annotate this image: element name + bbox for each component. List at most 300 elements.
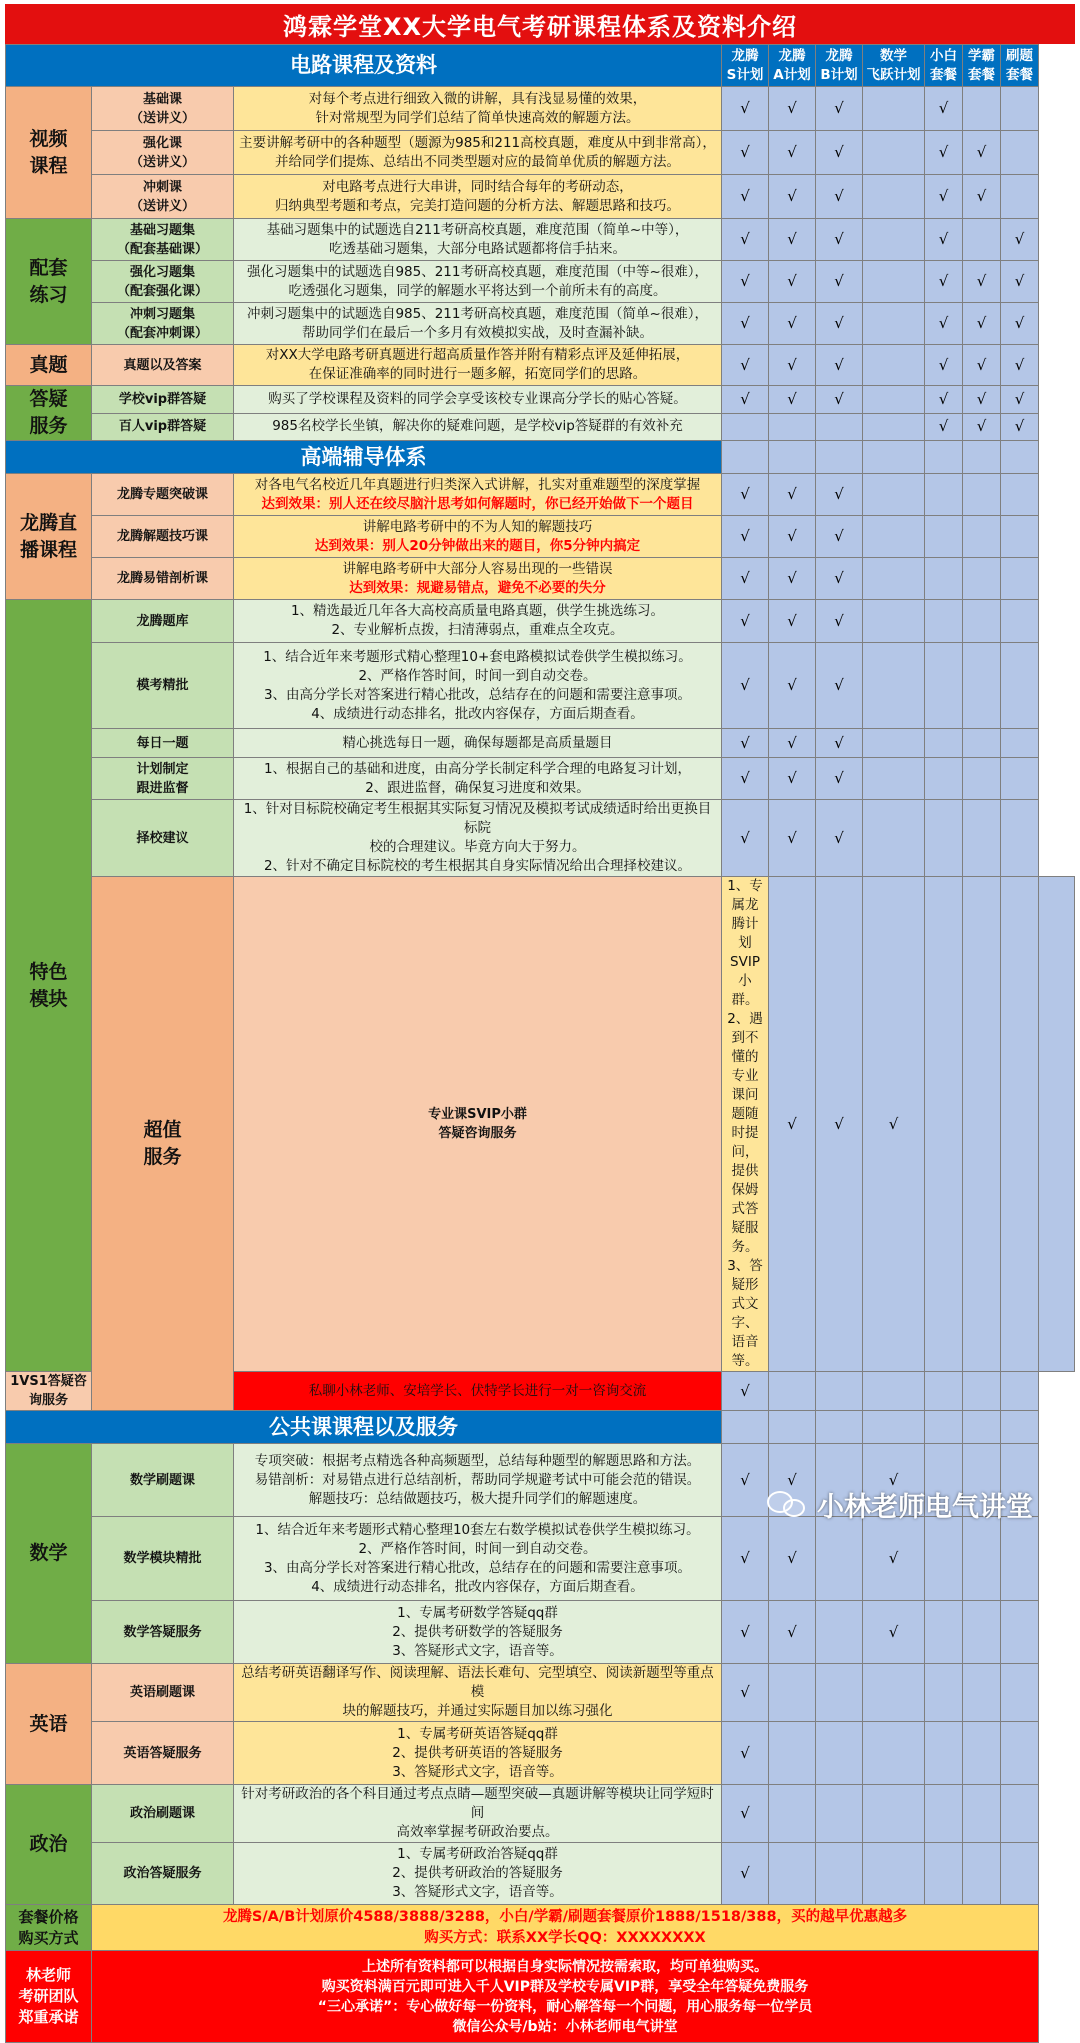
check-cell — [722, 1843, 769, 1905]
check-cell — [722, 1372, 769, 1411]
check-mark: √ — [834, 676, 844, 694]
check-cell — [769, 303, 816, 345]
check-cell — [863, 1444, 925, 1517]
check-cell — [722, 219, 769, 261]
item-desc — [234, 643, 722, 729]
check-cell — [863, 386, 925, 414]
course-row — [6, 558, 1075, 600]
check-mark: √ — [740, 676, 750, 694]
check-cell — [863, 800, 925, 877]
check-cell — [1001, 1372, 1039, 1411]
course-row — [6, 131, 1075, 175]
check-cell — [816, 219, 863, 261]
check-cell — [816, 131, 863, 175]
section-header — [6, 1411, 722, 1444]
course-table — [5, 44, 1075, 2043]
check-cell — [925, 558, 963, 600]
check-cell — [863, 87, 925, 131]
check-cell — [1001, 131, 1039, 175]
item-name-text: 模考精批 — [136, 678, 189, 693]
item-name-text: 学校vip群答疑 — [118, 391, 207, 407]
check-mark: √ — [787, 272, 797, 290]
item-desc — [234, 261, 722, 303]
check-cell — [863, 1601, 925, 1664]
check-cell — [963, 558, 1001, 600]
check-cell — [925, 1444, 963, 1517]
item-name — [92, 1843, 234, 1905]
item-desc-text: 1、专属考研政治答疑qq群 2、提供考研政治的答疑服务 3、答疑形式文字，语音等。 — [392, 1846, 563, 1900]
check-mark: √ — [787, 355, 797, 374]
item-desc-text: 专项突破：根据考点精选各种高频题型，总结每种题型的解题思路和方法。 易错剖析：对易错点进行总结剖析，帮助同学规避考试中可能会范的错误。 解题技巧：总结做题技巧，极大提升同学们的解题速度。 — [254, 1452, 701, 1507]
category-cell — [6, 87, 92, 219]
item-desc — [234, 516, 722, 558]
check-cell — [863, 1372, 925, 1411]
check-mark: √ — [787, 1549, 797, 1567]
check-cell — [769, 1601, 816, 1664]
check-cell — [963, 1372, 1001, 1411]
check-cell — [863, 1843, 925, 1905]
check-mark: √ — [976, 272, 987, 290]
item-name — [92, 87, 234, 131]
course-row — [6, 877, 1075, 1372]
check-mark: √ — [938, 187, 949, 205]
check-mark: √ — [1014, 272, 1025, 290]
plan-name: 数学 — [880, 47, 908, 64]
course-row — [6, 800, 1075, 877]
item-desc-text: 冲刺习题集中的试题选自985、211考研高校真题，难度范围（简单~很难）， 帮助同学们在最后一个多月有效模拟实战，及时查漏补缺。 — [246, 305, 709, 341]
course-row — [6, 219, 1075, 261]
category-cell — [6, 474, 92, 600]
check-mark: √ — [740, 143, 750, 161]
item-name-text: 专业课SVIP小群 答疑咨询服务 — [428, 1107, 527, 1141]
check-cell — [925, 131, 963, 175]
item-desc — [234, 474, 722, 516]
item-desc-text: 1、根据自己的基础和进度，由高分学长制定科学合理的电路复习计划， 2、跟进监督，确保复习进度和效果。 — [263, 760, 692, 796]
check-cell — [1001, 1517, 1039, 1601]
check-cell — [769, 1664, 816, 1722]
category-cell — [6, 219, 92, 345]
category-label: 真题 — [29, 353, 68, 376]
check-cell — [963, 1601, 1001, 1664]
check-cell — [963, 1517, 1001, 1601]
item-name — [92, 643, 234, 729]
check-mark: √ — [740, 230, 750, 248]
item-desc-text: 基础习题集中的试题选自211考研高校真题，难度范围（简单~中等）， 吃透基础习题集，大部分电路试题都将信手拈来。 — [266, 221, 689, 257]
check-cell — [925, 1843, 963, 1905]
check-cell — [863, 643, 925, 729]
item-name-text: 百人vip群答疑 — [118, 419, 207, 435]
check-mark: √ — [740, 1864, 750, 1882]
check-cell — [816, 261, 863, 303]
check-cell — [722, 1601, 769, 1664]
check-cell — [925, 219, 963, 261]
check-cell — [816, 516, 863, 558]
item-name — [92, 1601, 234, 1664]
check-mark: √ — [834, 485, 844, 503]
check-mark: √ — [740, 1470, 750, 1489]
check-cell — [925, 386, 963, 414]
item-name-text: 强化课 （送讲义） — [129, 135, 195, 170]
check-cell — [1001, 516, 1039, 558]
item-desc — [234, 729, 722, 758]
check-cell — [816, 386, 863, 414]
check-cell — [769, 516, 816, 558]
plan-name: 学霸 — [968, 47, 996, 64]
check-mark: √ — [834, 355, 844, 374]
check-mark: √ — [834, 143, 844, 161]
item-name — [92, 600, 234, 643]
item-desc — [234, 600, 722, 643]
check-cell — [863, 516, 925, 558]
category-cell — [6, 1664, 92, 1785]
item-desc — [234, 1444, 722, 1517]
item-desc — [722, 877, 769, 1372]
course-row — [6, 386, 1075, 414]
check-cell — [816, 345, 863, 386]
item-name — [92, 413, 234, 441]
item-name — [92, 558, 234, 600]
plan-column-header — [769, 45, 816, 87]
item-name — [92, 386, 234, 414]
check-mark: √ — [787, 611, 797, 630]
plan-column-header — [925, 45, 963, 87]
check-mark: √ — [834, 1114, 844, 1133]
check-mark: √ — [787, 1470, 797, 1489]
check-cell — [963, 877, 1001, 1372]
course-row — [6, 1664, 1075, 1722]
plan-type: A计划 — [773, 66, 811, 83]
check-cell — [816, 474, 863, 516]
item-desc — [234, 1722, 722, 1785]
category-cell — [6, 600, 92, 1372]
check-mark: √ — [938, 417, 949, 436]
check-cell — [816, 441, 863, 474]
check-cell — [816, 558, 863, 600]
item-name-text: 数学刷题课 — [129, 1472, 195, 1488]
course-row — [6, 1785, 1075, 1843]
item-desc — [234, 1785, 722, 1843]
check-cell — [722, 758, 769, 800]
check-cell — [769, 643, 816, 729]
check-cell — [863, 413, 925, 441]
check-cell — [722, 1722, 769, 1785]
item-desc-text: 对XX大学电路考研真题进行超高质量作答并附有精彩点评及延伸拓展， 在保证准确率的同时进行一题多解，拓宽同学们的思路。 — [265, 347, 690, 382]
item-name — [234, 877, 722, 1372]
promise-line: 购买资料满百元即可进入千人VIP群及学校专属VIP群，享受全年答疑免费服务 — [321, 1978, 809, 1995]
item-name-text: 冲刺习题集 （配套冲刺课） — [116, 306, 208, 341]
plan-type: 套餐 — [930, 66, 958, 83]
check-cell — [963, 1444, 1001, 1517]
check-cell — [722, 558, 769, 600]
course-row — [6, 643, 1075, 729]
check-cell — [769, 131, 816, 175]
check-mark: √ — [740, 314, 750, 332]
effect-text: 达到效果：规避易错点，避免不必要的失分 — [349, 579, 606, 596]
check-mark: √ — [740, 1381, 750, 1400]
check-cell — [722, 261, 769, 303]
check-cell — [863, 219, 925, 261]
check-cell — [863, 600, 925, 643]
check-cell — [722, 600, 769, 643]
check-cell — [925, 87, 963, 131]
check-cell — [816, 600, 863, 643]
item-name-text: 龙腾解题技巧课 — [116, 529, 208, 544]
course-row — [6, 758, 1075, 800]
check-cell — [863, 261, 925, 303]
check-mark: √ — [740, 1743, 750, 1762]
item-name-text: 龙腾题库 — [136, 613, 189, 629]
check-mark: √ — [740, 611, 750, 630]
item-desc — [234, 303, 722, 345]
check-cell — [722, 303, 769, 345]
check-cell — [963, 345, 1001, 386]
check-mark: √ — [740, 272, 750, 290]
item-desc — [234, 175, 722, 219]
check-cell — [1001, 729, 1039, 758]
item-desc — [234, 413, 722, 441]
category-label: 超值 服务 — [143, 1118, 182, 1168]
item-desc-text: 对电路考点进行大串讲，同时结合每年的考研动态， 归纳典型考题和考点，完美打造问题的分析方法、解题思路和技巧。 — [275, 178, 680, 214]
check-mark: √ — [834, 187, 844, 205]
check-mark: √ — [740, 569, 750, 587]
check-cell — [963, 1411, 1001, 1444]
promise-label — [6, 1951, 92, 2043]
check-mark: √ — [888, 1549, 899, 1567]
item-name — [92, 131, 234, 175]
item-desc-text: 讲解电路考研中大部分人容易出现的一些错误 — [342, 560, 613, 577]
item-desc — [234, 345, 722, 386]
effect-text: 达到效果：别人20分钟做出来的题目，你5分钟内搞定 — [314, 537, 641, 554]
check-cell — [722, 1517, 769, 1601]
item-name-text: 英语答疑服务 — [123, 1745, 202, 1761]
check-cell — [863, 345, 925, 386]
price-row — [6, 1905, 1075, 1951]
check-cell — [1001, 386, 1039, 414]
check-cell — [769, 800, 816, 877]
check-cell — [925, 1785, 963, 1843]
check-cell — [963, 474, 1001, 516]
watermark-text: 小林老师电气讲堂 — [817, 1491, 1033, 1523]
check-cell — [816, 1517, 863, 1601]
course-row — [6, 87, 1075, 131]
check-cell — [1001, 474, 1039, 516]
promise-line: 微信公众号/b站：小林老师电气讲堂 — [452, 2018, 678, 2035]
check-cell — [816, 1664, 863, 1722]
category-label: 数学 — [29, 1542, 68, 1564]
check-mark: √ — [834, 769, 844, 787]
course-row — [6, 1444, 1075, 1517]
check-cell — [722, 131, 769, 175]
check-cell — [1001, 413, 1039, 441]
check-cell — [816, 1372, 863, 1411]
check-cell — [963, 729, 1001, 758]
check-cell — [1001, 175, 1039, 219]
check-mark: √ — [740, 527, 750, 545]
check-cell — [863, 175, 925, 219]
check-cell — [816, 1411, 863, 1444]
check-cell — [863, 1664, 925, 1722]
item-desc-text: 购买了学校课程及资料的同学会享受该校专业课高分学长的贴心答疑。 — [268, 390, 687, 407]
check-mark: √ — [1014, 417, 1025, 436]
section-header — [6, 45, 722, 87]
check-cell — [1001, 87, 1039, 131]
check-cell — [722, 474, 769, 516]
check-mark: √ — [976, 143, 987, 161]
check-mark: √ — [834, 272, 844, 290]
item-desc-text: 1、结合近年来考题形式精心整理10+套电路模拟试卷供学生模拟练习。 2、严格作答时间，时间一到自动交卷。 3、由高分学长对答案进行精心批改，总结存在的问题和需要注意事项。 4、成绩进行动态排名，批改内容保存，方面后期查看。 — [263, 648, 692, 722]
item-desc-text: 强化习题集中的试题选自985、211考研高校真题，难度范围（中等~很难）， 吃透强化习题集，同学的解题水平将达到一个前所未有的高度。 — [246, 263, 709, 299]
check-cell — [963, 1843, 1001, 1905]
check-mark: √ — [834, 389, 844, 408]
poster-title: 鸿霖学堂XX大学电气考研课程体系及资料介绍 — [5, 4, 1075, 44]
course-row — [6, 729, 1075, 758]
check-cell — [925, 261, 963, 303]
course-row — [6, 516, 1075, 558]
category-cell — [6, 345, 92, 386]
check-cell — [925, 1517, 963, 1601]
check-mark: √ — [740, 1549, 750, 1567]
section-title: 电路课程及资料 — [290, 53, 437, 77]
promise-info — [92, 1951, 1039, 2043]
check-cell — [722, 1444, 769, 1517]
category-cell — [6, 1785, 92, 1905]
check-cell — [925, 441, 963, 474]
check-cell — [769, 1411, 816, 1444]
check-cell — [1001, 1843, 1039, 1905]
check-cell — [925, 758, 963, 800]
item-name-text: 基础习题集 （配套基础课） — [116, 222, 208, 257]
check-mark: √ — [834, 828, 844, 847]
item-name-text: 政治刷题课 — [129, 1806, 195, 1821]
check-mark: √ — [976, 355, 987, 374]
check-cell — [722, 729, 769, 758]
check-mark: √ — [938, 389, 949, 408]
buy-method: 购买方式：联系XX学长QQ：XXXXXXXX — [424, 1929, 706, 1946]
check-mark: √ — [834, 99, 844, 117]
check-cell — [925, 800, 963, 877]
check-mark: √ — [740, 187, 750, 205]
item-name — [92, 516, 234, 558]
check-cell — [863, 1722, 925, 1785]
plan-column-header — [722, 45, 769, 87]
check-cell — [722, 441, 769, 474]
category-label: 答疑 服务 — [29, 388, 68, 437]
item-desc — [234, 87, 722, 131]
item-name-text: 龙腾专题突破课 — [116, 487, 208, 502]
item-desc-text: 1、精选最近几年各大高校高质量电路真题，供学生挑选练习。 2、专业解析点拨，扫清薄弱点，重难点全攻克。 — [290, 603, 665, 638]
course-row — [6, 600, 1075, 643]
check-mark: √ — [740, 99, 750, 117]
item-desc-text: 1、针对目标院校确定考生根据其实际复习情况及模拟考试成绩适时给出更换目标院 校的合理建议。毕竟方向大于努力。 2、针对不确定目标院校的考生根据其自身实际情况给出合理择校建议。 — [243, 801, 712, 874]
check-mark: √ — [787, 99, 797, 117]
item-name — [92, 219, 234, 261]
check-mark: √ — [787, 769, 797, 787]
price-line: 龙腾S/A/B计划原价4588/3888/3288，小白/学霸/刷题套餐原价1888/1518/388，买的越早优惠越多 — [222, 1908, 908, 1925]
check-cell — [816, 1722, 863, 1785]
check-cell — [925, 600, 963, 643]
check-cell — [925, 345, 963, 386]
item-desc-text: 私聊小林老师、安培学长、伏特学长进行一对一咨询交流 — [308, 1382, 647, 1399]
check-cell — [963, 219, 1001, 261]
item-name-text: 1VS1答疑咨询服务 — [10, 1374, 87, 1408]
check-cell — [769, 413, 816, 441]
course-row — [6, 474, 1075, 516]
category-label: 视频 课程 — [29, 127, 68, 177]
check-cell — [1001, 303, 1039, 345]
check-mark: √ — [976, 187, 987, 205]
promise-line: “三心承诺”：专心做好每一份资料，耐心解答每一个问题，用心服务每一位学员 — [317, 1998, 813, 2015]
item-desc-text: 对各电气名校近几年真题进行归类深入式讲解，扎实对重难题型的深度掌握 — [254, 476, 701, 493]
check-mark: √ — [938, 355, 949, 374]
check-cell — [816, 1843, 863, 1905]
item-name-text: 真题以及答案 — [123, 357, 202, 373]
course-row — [6, 1843, 1075, 1905]
check-cell — [816, 1601, 863, 1664]
course-row — [6, 1601, 1075, 1664]
check-cell — [1001, 558, 1039, 600]
section-row — [6, 1411, 1075, 1444]
course-row — [6, 261, 1075, 303]
plan-type: B计划 — [820, 66, 858, 83]
check-cell — [769, 261, 816, 303]
check-mark: √ — [976, 417, 987, 436]
check-cell — [816, 87, 863, 131]
check-mark: √ — [938, 230, 949, 248]
item-desc-text: 精心挑选每日一题，确保每题都是高质量题目 — [342, 734, 613, 751]
item-name — [92, 1517, 234, 1601]
section-header — [6, 441, 722, 474]
plan-name: 龙腾 — [778, 47, 806, 64]
item-name-text: 政治答疑服务 — [123, 1866, 202, 1881]
check-cell — [863, 441, 925, 474]
check-mark: √ — [787, 485, 797, 503]
check-cell — [1001, 1722, 1039, 1785]
check-cell — [722, 800, 769, 877]
plan-name: 刷题 — [1006, 47, 1034, 64]
check-mark: √ — [1014, 314, 1025, 332]
check-cell — [925, 1664, 963, 1722]
check-cell — [722, 1785, 769, 1843]
item-desc — [234, 131, 722, 175]
course-row — [6, 345, 1075, 386]
check-cell — [963, 441, 1001, 474]
item-desc-text: 主要讲解考研中的各种题型（题源为985和211高校真题，难度从中到非常高）， 并给同学们提炼、总结出不同类型题对应的最简单优质的解题方法。 — [239, 134, 716, 170]
check-cell — [963, 800, 1001, 877]
item-desc — [234, 800, 722, 877]
check-mark: √ — [787, 828, 797, 847]
check-cell — [769, 87, 816, 131]
check-mark: √ — [976, 389, 987, 408]
check-cell — [769, 441, 816, 474]
check-mark: √ — [740, 1683, 750, 1701]
item-desc — [234, 386, 722, 414]
check-cell — [963, 131, 1001, 175]
item-desc-text: 针对考研政治的各个科目通过考点点睛—题型突破—真题讲解等模块让同学短时间 高效率掌握考研政治要点。 — [241, 1786, 714, 1840]
plan-column-header — [863, 45, 925, 87]
check-cell — [925, 303, 963, 345]
item-desc-text: 985名校学长坐镇，解决你的疑难问题，是学校vip答疑群的有效补充 — [272, 418, 683, 435]
check-mark: √ — [740, 769, 750, 787]
check-cell — [722, 413, 769, 441]
check-cell — [1001, 600, 1039, 643]
item-desc-text: 讲解电路考研中的不为人知的解题技巧 — [362, 518, 593, 535]
item-desc — [234, 1372, 722, 1411]
item-name — [92, 345, 234, 386]
check-mark: √ — [938, 272, 949, 290]
check-cell — [769, 877, 816, 1372]
item-desc — [234, 1664, 722, 1722]
check-cell — [863, 1785, 925, 1843]
